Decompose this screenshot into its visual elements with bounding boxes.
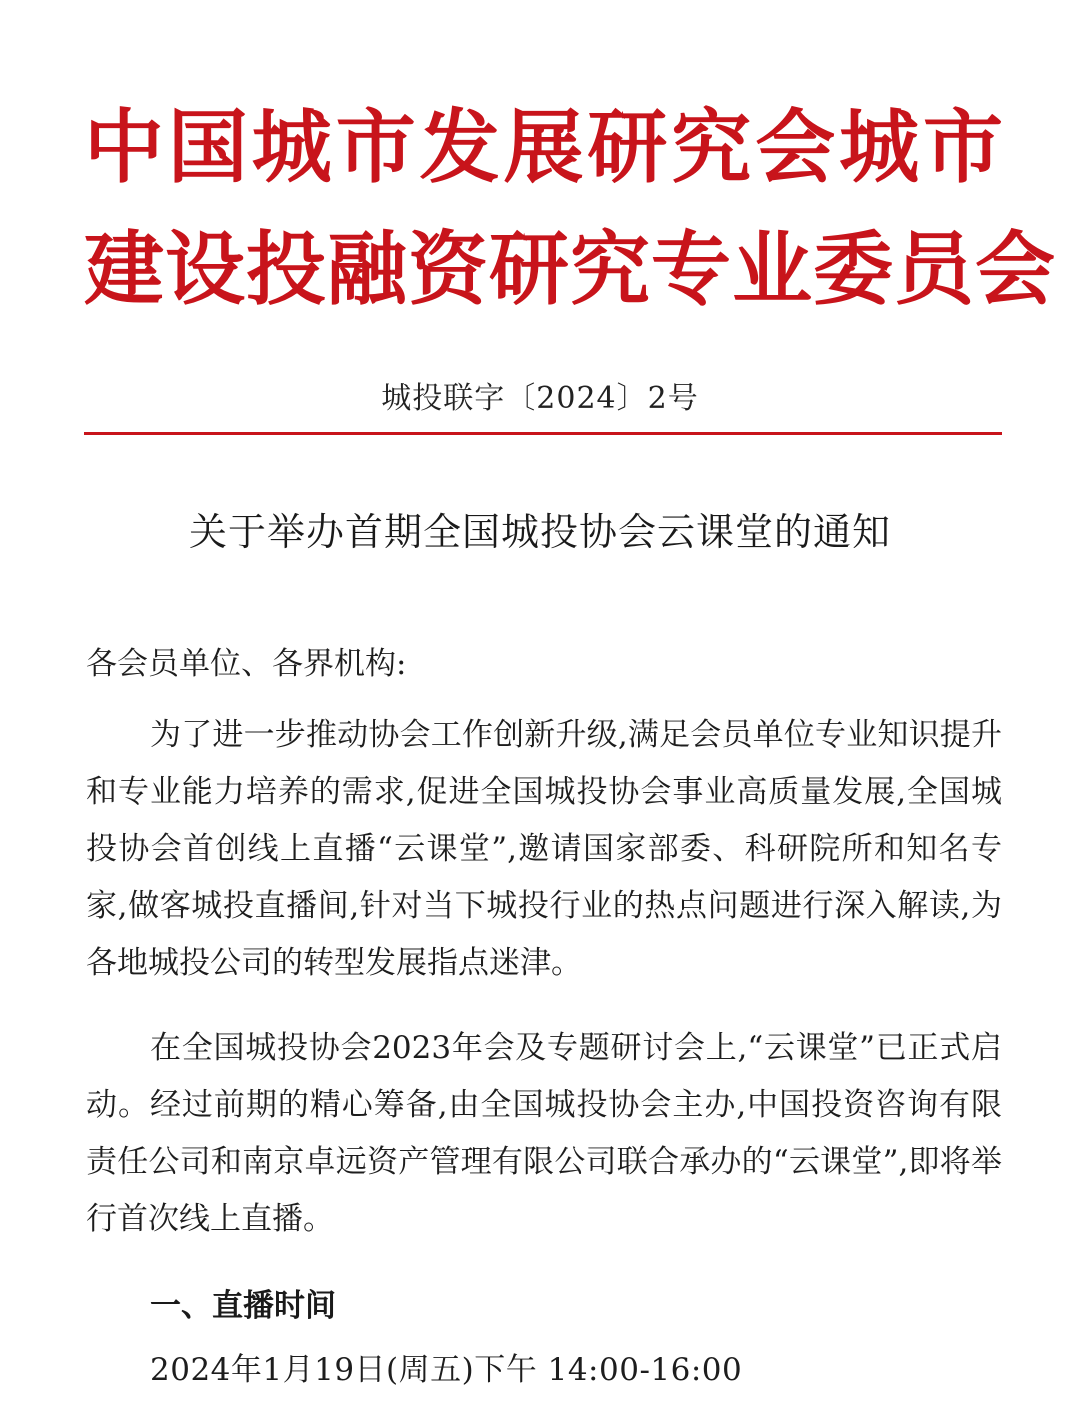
- broadcast-time: 2024年1月19日(周五)下午 14:00-16:00: [150, 1352, 743, 1388]
- document-number: 城投联字〔2024〕2号: [381, 381, 699, 416]
- salutation: 各会员单位、各界机构:: [86, 646, 407, 682]
- red-divider: [84, 432, 1002, 435]
- notice-title: 关于举办首期全国城投协会云课堂的通知: [188, 510, 891, 554]
- paragraph-2: 在全国城投协会2023年会及专题研讨会上,“云课堂”已正式启动。经过前期的精心筹备,由全国城投协会主办,中国投资咨询有限责任公司和南京卓远资产管理有限公司联合承办的“云课堂”,即将举行首次线上直播。: [86, 1030, 1002, 1237]
- issuer-name-line-2: 建设投融资研究专业委员会: [84, 223, 1056, 316]
- paragraph-1: 为了进一步推动协会工作创新升级,满足会员单位专业知识提升和专业能力培养的需求,促进全国城投协会事业高质量发展,全国城投协会首创线上直播“云课堂”,邀请国家部委、科研院所和知名专家,做客城投直播间,针对当下城投行业的热点问题进行深入解读,为各地城投公司的转型发展指点迷津。: [86, 717, 1002, 981]
- issuer-name-line-1: 中国城市发展研究会城市: [84, 101, 1004, 194]
- section-heading-broadcast-time: 一、直播时间: [150, 1288, 336, 1324]
